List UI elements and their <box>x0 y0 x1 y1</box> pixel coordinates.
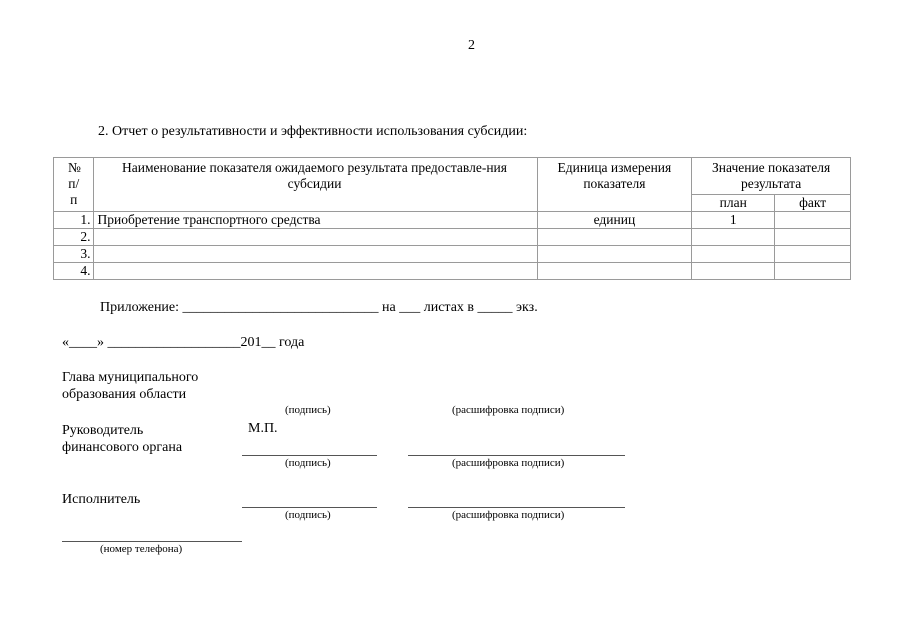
row-unit: единиц <box>537 212 692 229</box>
row-plan: 1 <box>692 212 775 229</box>
row-fact <box>775 229 851 246</box>
table-row <box>54 246 851 263</box>
row-unit <box>537 246 692 263</box>
head-label-line2: образования области <box>62 387 187 402</box>
header-unit: Единица измерения показателя <box>537 158 692 212</box>
header-plan: план <box>692 195 775 212</box>
row-num: 1. <box>54 212 94 229</box>
executor-decode-caption: (расшифровка подписи) <box>452 509 565 521</box>
finance-label-line1: Руководитель <box>62 423 144 438</box>
row-fact <box>775 246 851 263</box>
seal-mark: М.П. <box>248 421 278 436</box>
row-unit <box>537 229 692 246</box>
row-num: 3. <box>54 246 94 263</box>
annex-line: Приложение: ____________________________ на ___ листах в _____ экз. <box>100 300 538 315</box>
row-name <box>94 246 537 263</box>
phone-caption: (номер телефона) <box>100 543 183 555</box>
table-header-row <box>54 158 851 195</box>
date-line: «____» ___________________201__ года <box>62 335 305 350</box>
row-name: Приобретение транспортного средства <box>94 212 537 229</box>
section-title: 2. Отчет о результативности и эффективности использования субсидии: <box>98 124 528 139</box>
row-num: 4. <box>54 263 94 280</box>
header-name: Наименование показателя ожидаемого результата предоставле-ния субсидии <box>94 158 537 212</box>
row-fact <box>775 263 851 280</box>
executor-signature-line <box>242 507 377 508</box>
executor-signature-caption: (подпись) <box>285 509 331 521</box>
page-number: 2 <box>468 38 475 53</box>
report-table <box>53 157 851 280</box>
header-fact: факт <box>775 195 851 212</box>
head-label-line1: Глава муниципального <box>62 370 199 385</box>
row-plan <box>692 246 775 263</box>
row-num: 2. <box>54 229 94 246</box>
finance-signature-line <box>242 455 377 456</box>
row-name <box>94 229 537 246</box>
row-plan <box>692 263 775 280</box>
table-row <box>54 263 851 280</box>
head-decode-caption: (расшифровка подписи) <box>452 404 565 416</box>
row-name <box>94 263 537 280</box>
table-row <box>54 229 851 246</box>
header-num: № п/п <box>54 158 94 212</box>
executor-label: Исполнитель <box>62 492 141 507</box>
header-value: Значение показателя результата <box>692 158 851 195</box>
row-plan <box>692 229 775 246</box>
table-row <box>54 212 851 229</box>
row-unit <box>537 263 692 280</box>
head-signature-caption: (подпись) <box>285 404 331 416</box>
finance-decode-caption: (расшифровка подписи) <box>452 457 565 469</box>
row-fact <box>775 212 851 229</box>
finance-decode-line <box>408 455 625 456</box>
finance-label-line2: финансового органа <box>62 440 183 455</box>
finance-signature-caption: (подпись) <box>285 457 331 469</box>
phone-line <box>62 541 242 542</box>
executor-decode-line <box>408 507 625 508</box>
